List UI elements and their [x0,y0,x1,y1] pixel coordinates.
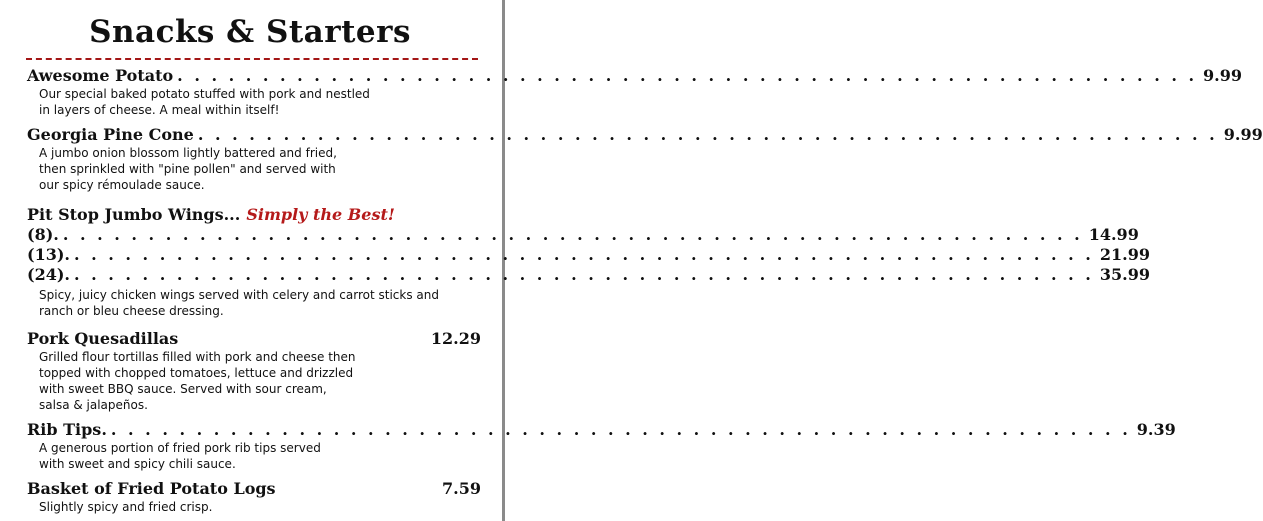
item-description [39,145,481,193]
item-description [39,499,481,515]
description-line: Spicy, juicy chicken wings served with celery and carrot sticks and [39,288,439,302]
description-line: A generous portion of fried pork rib tips served [39,441,321,455]
description-line: with sweet BBQ sauce. Served with sour cream, [39,382,327,396]
description-line: ranch or bleu cheese dressing. [39,304,224,318]
item-price: 9.99 [1203,66,1243,85]
leader-dots: . . . . . . . . . . . . . . . . . . . . . . . . . . . . . . . . . . . . . . . . . . . . . . . . . . . . . . . . . . . . [110,420,1131,439]
description-line: in layers of cheese. A meal within itself! [39,103,280,117]
item-name: Pork Quesadillas [27,329,179,348]
item-description [39,86,481,118]
menu-item-potato-logs [27,479,481,515]
description-line: then sprinkled with "pine pollen" and served with [39,162,336,176]
item-price: 12.29 [430,329,481,348]
item-price: 9.39 [1136,420,1176,439]
size-label: (8). [27,225,59,244]
menu-item-jumbo-wings [27,205,1150,319]
size-label: (13). [27,245,70,264]
title-divider [26,58,478,60]
description-line: topped with chopped tomatoes, lettuce and drizzled [39,366,354,380]
leader-dots: . . . . . . . . . . . . . . . . . . . . . . . . . . . . . . . . . . . . . . . . . . . . . . . . . . . . . . . . . . . . [73,265,1094,284]
leader-dots: . . . . . . . . . . . . . . . . . . . . . . . . . . . . . . . . . . . . . . . . . . . . . . . . . . . . . . . . . . . . [62,225,1083,244]
item-price: 7.59 [442,479,481,498]
item-name: Georgia Pine Cone [27,125,194,144]
menu-title: Snacks & Starters [89,14,411,50]
description-line: salsa & jalapeños. [39,398,148,412]
description-line: Grilled flour tortillas filled with pork and cheese then [39,350,356,364]
description-line: A jumbo onion blossom lightly battered and fried, [39,146,337,160]
menu-item-rib-tips [27,420,1176,472]
description-line: Slightly spicy and fried crisp. [39,500,213,514]
menu-item-pork-quesadillas [27,329,481,413]
leader-dots: . . . . . . . . . . . . . . . . . . . . . . . . . . . . . . . . . . . . . . . . . . . . . . . . . . . . . . . . . . . . [73,245,1094,264]
description-line: our spicy rémoulade sauce. [39,178,205,192]
description-line: Our special baked potato stuffed with pork and nestled [39,87,370,101]
size-price: 14.99 [1088,225,1139,244]
leader-dots: . . . . . . . . . . . . . . . . . . . . . . . . . . . . . . . . . . . . . . . . . . . . . . . . . . . . . . . . . . . . [197,125,1218,144]
description-line: with sweet and spicy chili sauce. [39,457,236,471]
item-description [39,440,481,472]
size-price: 35.99 [1099,265,1150,284]
item-name: Pit Stop Jumbo Wings... [27,205,241,224]
item-description [39,349,481,413]
item-price: 9.99 [1223,125,1263,144]
size-price: 21.99 [1099,245,1150,264]
item-name: Basket of Fried Potato Logs [27,479,276,498]
item-description [39,287,481,319]
leader-dots: . . . . . . . . . . . . . . . . . . . . . . . . . . . . . . . . . . . . . . . . . . . . . . . . . . . . . . . . . . . . [177,66,1198,85]
size-label: (24). [27,265,70,284]
menu-item-awesome-potato [27,66,1243,118]
item-tagline: Simply the Best! [246,205,395,224]
item-name: Awesome Potato [27,66,174,85]
item-name: Rib Tips. [27,420,107,439]
menu-item-georgia-pine-cone [27,125,1263,193]
